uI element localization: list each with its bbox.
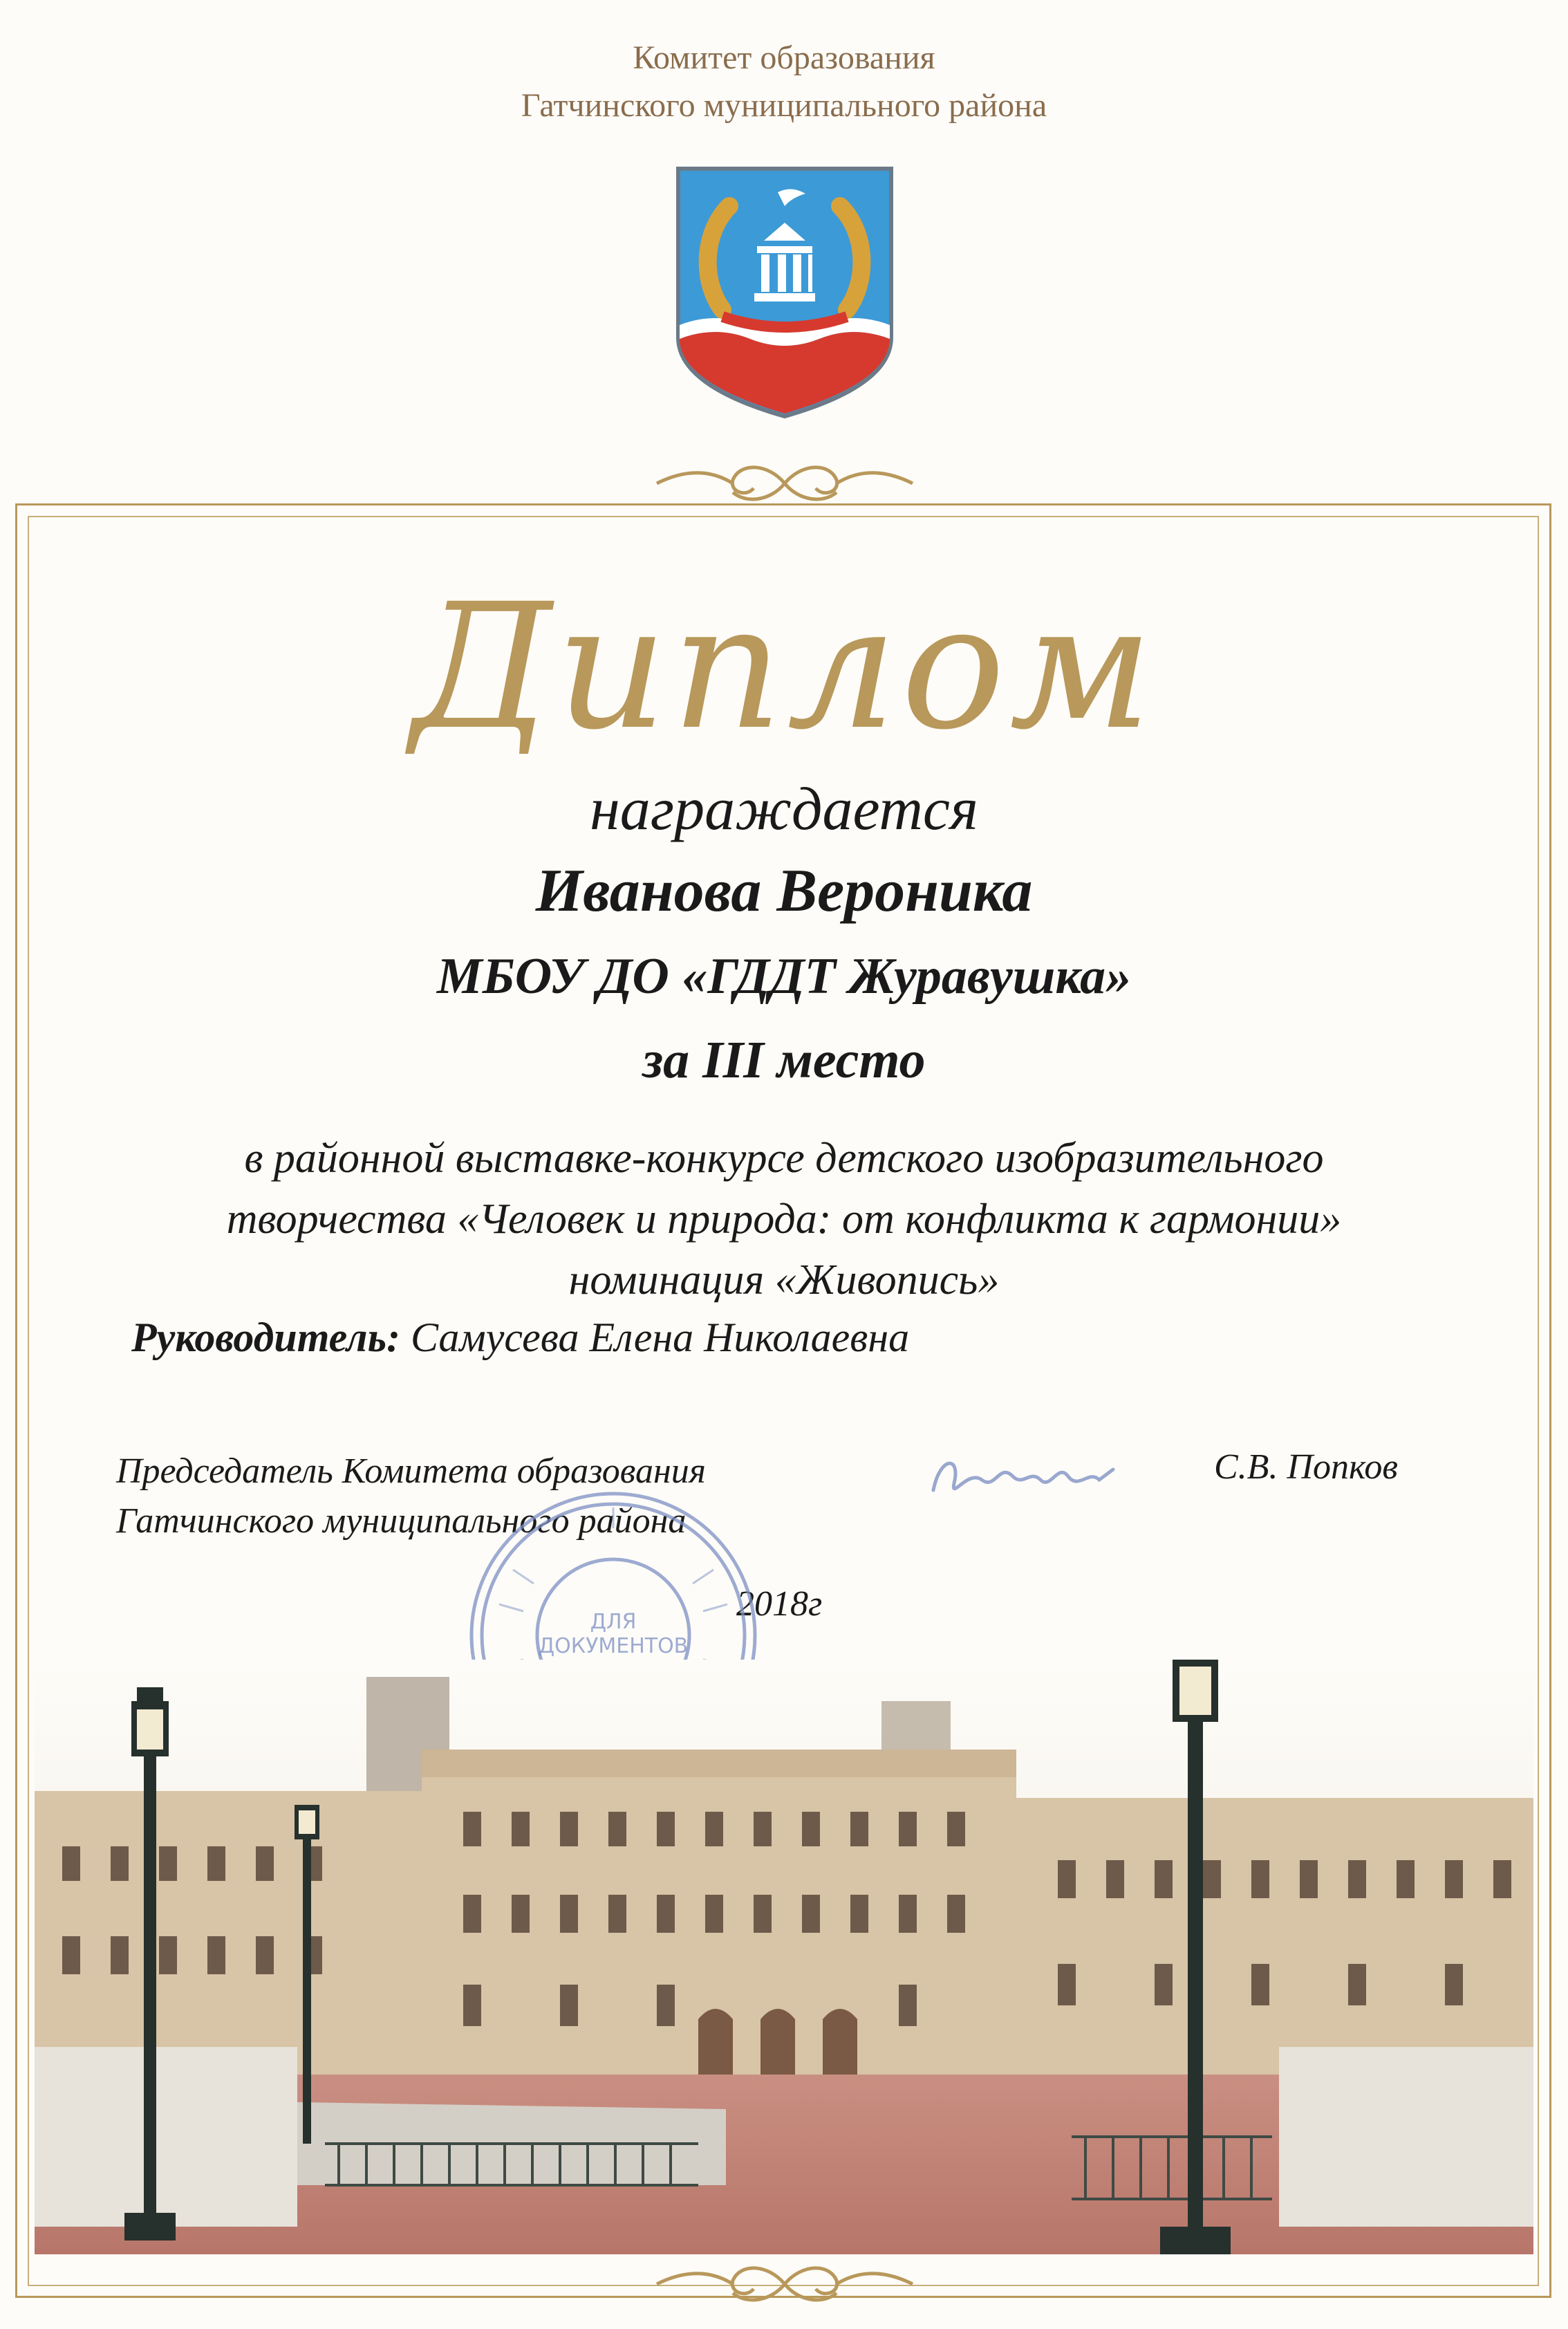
leader-line — [131, 1314, 909, 1362]
leader-name: Самусева Елена Николаевна — [410, 1315, 910, 1360]
signatory-name: С.В. Попков — [1214, 1447, 1398, 1487]
contest-description-line1: в районной выставке-конкурсе детского изобразительного — [244, 1135, 1324, 1182]
stamp-text-line2: ДОКУМЕНТОВ — [538, 1634, 689, 1658]
issue-date: 2018г — [736, 1584, 823, 1624]
palace-square-illustration — [35, 1660, 1533, 2254]
stamp-text-line1: ДЛЯ — [590, 1610, 637, 1634]
recipient-organization: МБОУ ДО «ГДДТ Журавушка» — [436, 948, 1132, 1005]
coat-of-arms-emblem — [674, 165, 895, 420]
awarded-caption: награждается — [590, 776, 978, 843]
committee-header-line2: Гатчинского муниципального района — [521, 87, 1047, 124]
handwritten-signature — [920, 1442, 1127, 1518]
signatory-title-line2: Гатчинского муниципального района — [116, 1501, 687, 1541]
contest-nomination: номинация «Живопись» — [568, 1256, 1000, 1303]
leader-label: Руководитель: — [131, 1315, 400, 1360]
recipient-name: Иванова Вероника — [535, 857, 1033, 925]
award-place: за III место — [642, 1031, 926, 1089]
contest-description-line2: творчества «Человек и природа: от конфликта к гармонии» — [226, 1196, 1342, 1243]
frame-ornament-bottom — [643, 2260, 926, 2308]
frame-ornament-top — [643, 459, 926, 508]
committee-header-line1: Комитет образования — [633, 39, 935, 76]
diploma-title: Диплом — [411, 566, 1157, 768]
signatory-title-line1: Председатель Комитета образования — [116, 1451, 706, 1491]
